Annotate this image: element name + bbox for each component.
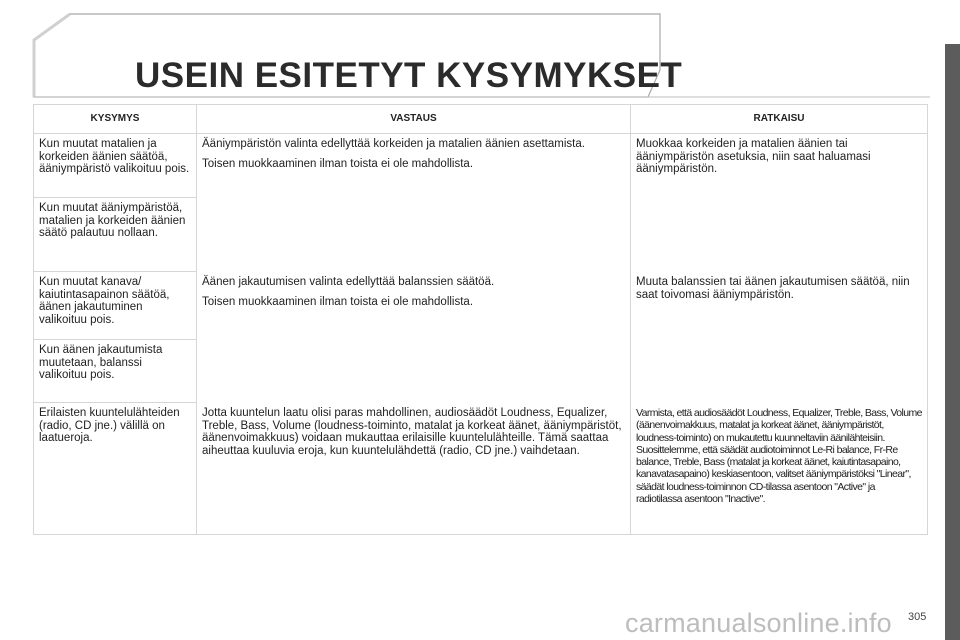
question-cell: Erilaisten kuuntelulähteiden (radio, CD jne.) välillä on laatueroja. bbox=[33, 403, 196, 535]
answer-text: Toisen muokkaaminen ilman toista ei ole mahdollista. bbox=[202, 295, 474, 308]
answer-cell bbox=[196, 403, 630, 535]
page-title: USEIN ESITETYT KYSYMYKSET bbox=[135, 56, 683, 95]
question-cell: Kun muutat matalien ja korkeiden äänien säätöä, ääniympäristö valikoituu pois. bbox=[33, 134, 196, 198]
question-cell: Kun äänen jakautumista muutetaan, balanssi valikoituu pois. bbox=[33, 340, 196, 403]
answer-text: Äänen jakautumisen valinta edellyttää balanssien säätöä. bbox=[202, 276, 495, 288]
table-row bbox=[33, 134, 928, 198]
page-number: 305 bbox=[908, 611, 927, 623]
question-cell: Kun muutat ääniympäristöä, matalien ja korkeiden äänien säätö palautuu nollaan. bbox=[33, 198, 196, 272]
faq-table bbox=[33, 104, 928, 535]
header-answer: VASTAUS bbox=[196, 104, 630, 134]
header-question: KYSYMYS bbox=[33, 104, 196, 134]
question-cell: Kun muutat kanava/ kaiutintasapainon säätöä, äänen jakautuminen valikoituu pois. bbox=[33, 272, 196, 340]
solution-text: Muuta balanssien tai äänen jakautumisen säätöä, niin saat toivomasi ääniympäristön. bbox=[636, 276, 910, 301]
solution-cell bbox=[630, 272, 928, 403]
answer-cell bbox=[196, 272, 630, 403]
solution-text: Varmista, että audiosäädöt Loudness, Equalizer, Treble, Bass, Volume (äänenvoimakkuus, matalat ja korkeat äänet, ääniympäristöt, loudness-toiminto) on mukautettu kuunneltaviin äänilähteisiin. Suosittelemme, että säädät audiotoiminnot Le-Ri balance, Fr-Re balance, Treble, Bass (matalat ja korkeat äänet, kaiutintasapaino, kanavatasapaino) keskiasentoon, valitset ääniympäristöksi "Linear", säädät loudness-toiminnon CD-tilassa asentoon "Active" ja radiotilassa asentoon "Inactive". bbox=[636, 407, 922, 506]
answer-text: Ääniympäristön valinta edellyttää korkeiden ja matalien äänien asettamista. bbox=[202, 138, 585, 150]
watermark: carmanualsonline.info bbox=[625, 608, 892, 638]
table-row bbox=[33, 403, 928, 535]
table-header-row bbox=[33, 104, 928, 134]
answer-text: Toisen muokkaaminen ilman toista ei ole mahdollista. bbox=[202, 157, 474, 170]
solution-text: Muokkaa korkeiden ja matalien äänien tai ääniympäristön asetuksia, niin saat haluamasi ääniympäristön. bbox=[636, 138, 871, 175]
page-edge-bar bbox=[945, 44, 960, 640]
solution-cell bbox=[630, 134, 928, 272]
table-row bbox=[33, 272, 928, 340]
solution-cell bbox=[630, 403, 928, 535]
header-solution: RATKAISU bbox=[630, 104, 928, 134]
answer-text: Jotta kuuntelun laatu olisi paras mahdollinen, audiosäädöt Loudness, Equalizer, Treble, Bass, Volume (loudness-toiminto, matalat ja korkeat äänet, ääniympäristöt, äänenvoimakkuus) voidaan mukauttaa erilaisille kuuntelulähteille. Tämä saattaa aiheuttaa kuuluvia eroja, kun kuuntelulähdettä (radio, CD jne.) vaihdetaan. bbox=[202, 407, 622, 457]
answer-cell bbox=[196, 134, 630, 272]
